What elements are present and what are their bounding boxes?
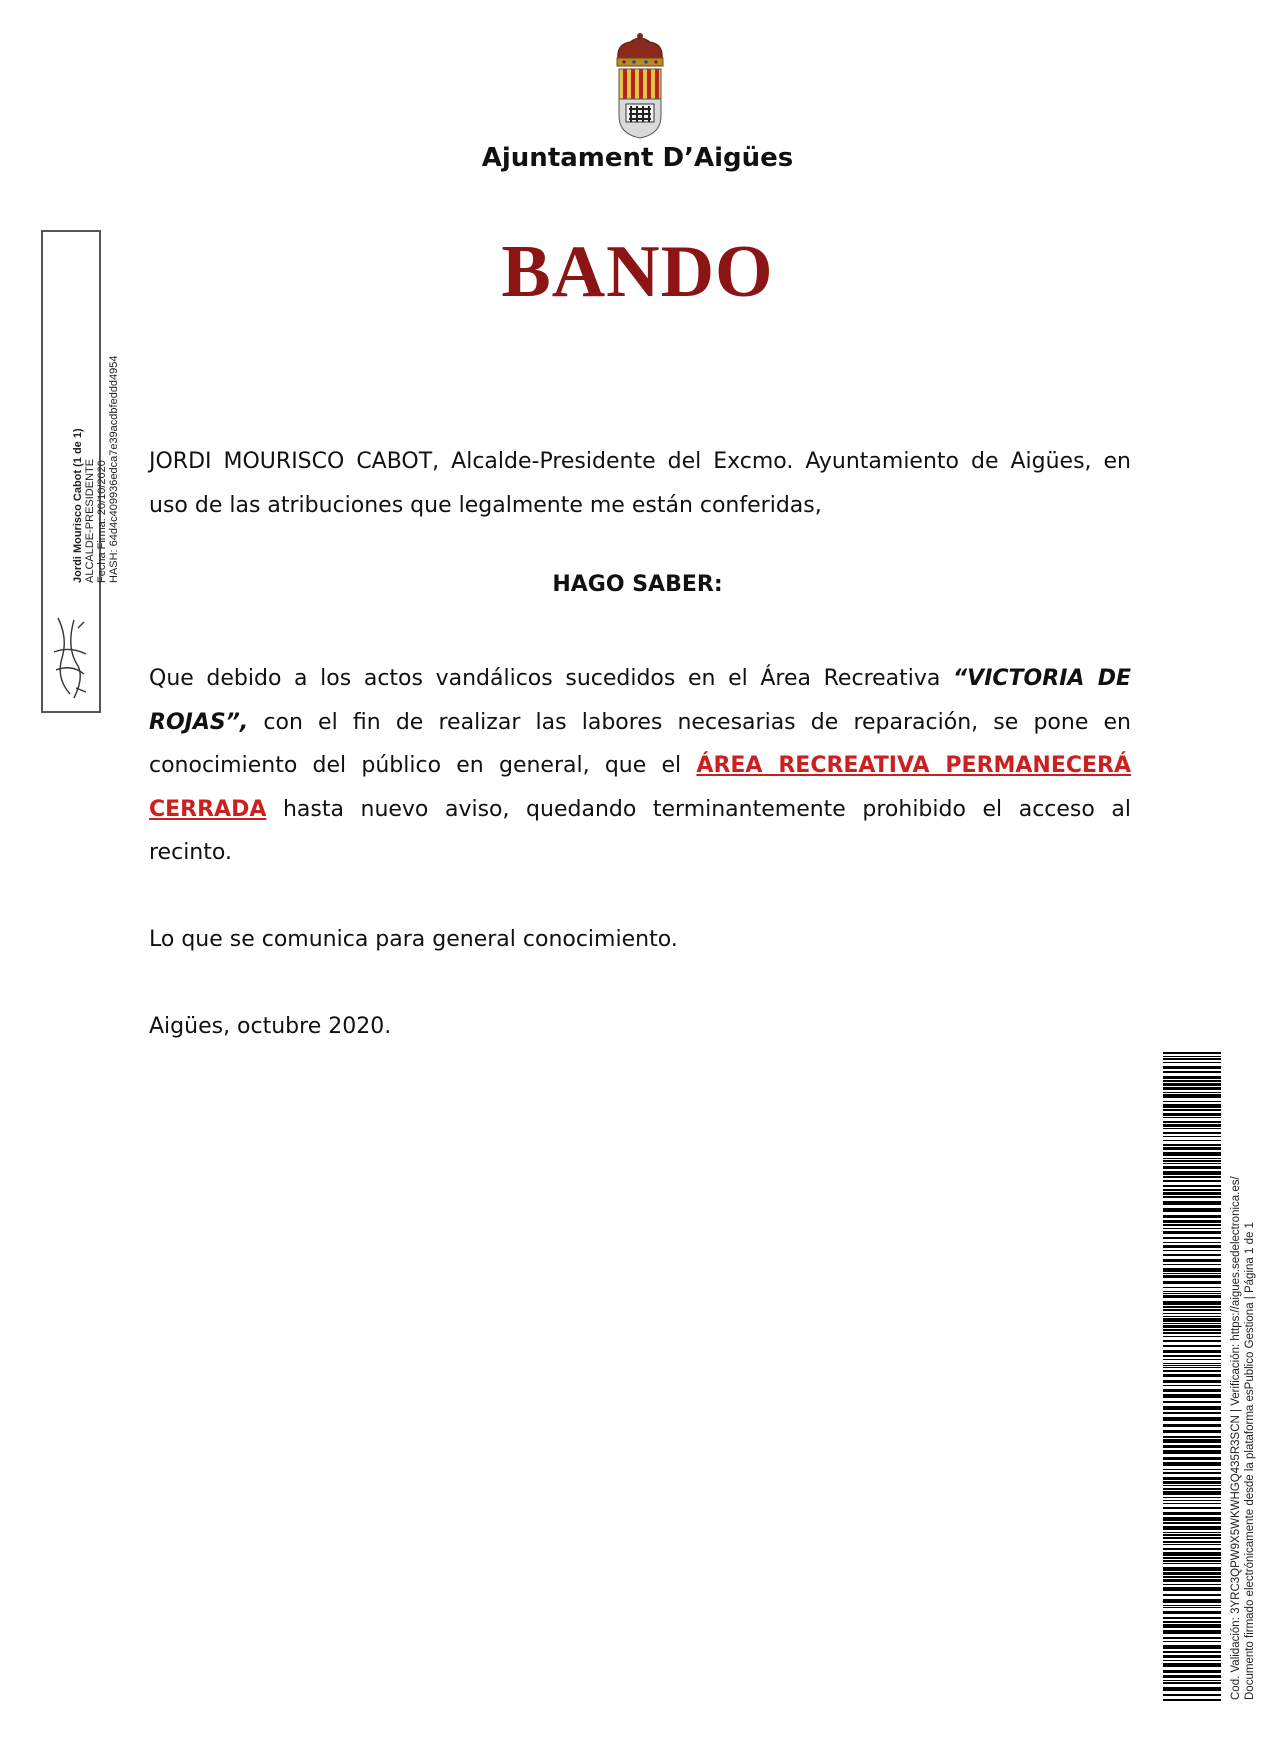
closing-paragraph: Lo que se comunica para general conocimiento.	[149, 927, 678, 952]
signature-details	[72, 323, 120, 583]
handwritten-signature-icon	[48, 608, 92, 704]
section-heading: HAGO SABER:	[552, 572, 723, 597]
platform-note: Documento firmado electrónicamente desde la plataforma esPublico Gestiona | Página 1 de 1	[1244, 1222, 1256, 1700]
closure-highlight: ÁREA RECREATIVA PERMANECERÁ CERRADA	[149, 753, 1132, 822]
coat-of-arms-icon	[612, 30, 668, 140]
signature-date: Fecha Firma: 20/10/2020	[96, 460, 108, 583]
barcode-icon	[1163, 1052, 1221, 1702]
notice-text-1: Que debido a los actos vandálicos sucedidos en el Área Recreativa	[149, 666, 954, 691]
notice-paragraph	[149, 657, 1131, 875]
notice-text-2: con el fin de realizar las labores necesarias de reparación, se pone en conocimiento del público en general, que el	[149, 709, 1131, 778]
notice-text-3: hasta nuevo aviso, quedando terminantemente prohibido el acceso al recinto.	[149, 796, 1131, 865]
signature-hash: HASH: 64d4c409936edca7e39acdbfeddd4954	[108, 355, 120, 583]
signer-role: ALCALDE-PRESIDENTE	[84, 458, 96, 583]
organization-name: Ajuntament D’Aigües	[481, 143, 794, 173]
place-name: “VICTORIA DE ROJAS”,	[149, 666, 1131, 735]
signer-name: Jordi Mourisco Cabot (1 de 1)	[72, 428, 84, 583]
validation-code: Cod. Validación: 3YRC3QPW9X5WKWHGQ435R3SCN | Verificación: https://aigues.sedelectronica.es/	[1230, 1176, 1242, 1700]
validation-footer	[1229, 1060, 1257, 1700]
place-date: Aigües, octubre 2020.	[149, 1014, 392, 1039]
intro-paragraph: JORDI MOURISCO CABOT, Alcalde-Presidente del Excmo. Ayuntamiento de Aigües, en uso de las atribuciones que legalmente me están conferidas,	[149, 449, 1131, 518]
document-title: BANDO	[501, 231, 774, 313]
